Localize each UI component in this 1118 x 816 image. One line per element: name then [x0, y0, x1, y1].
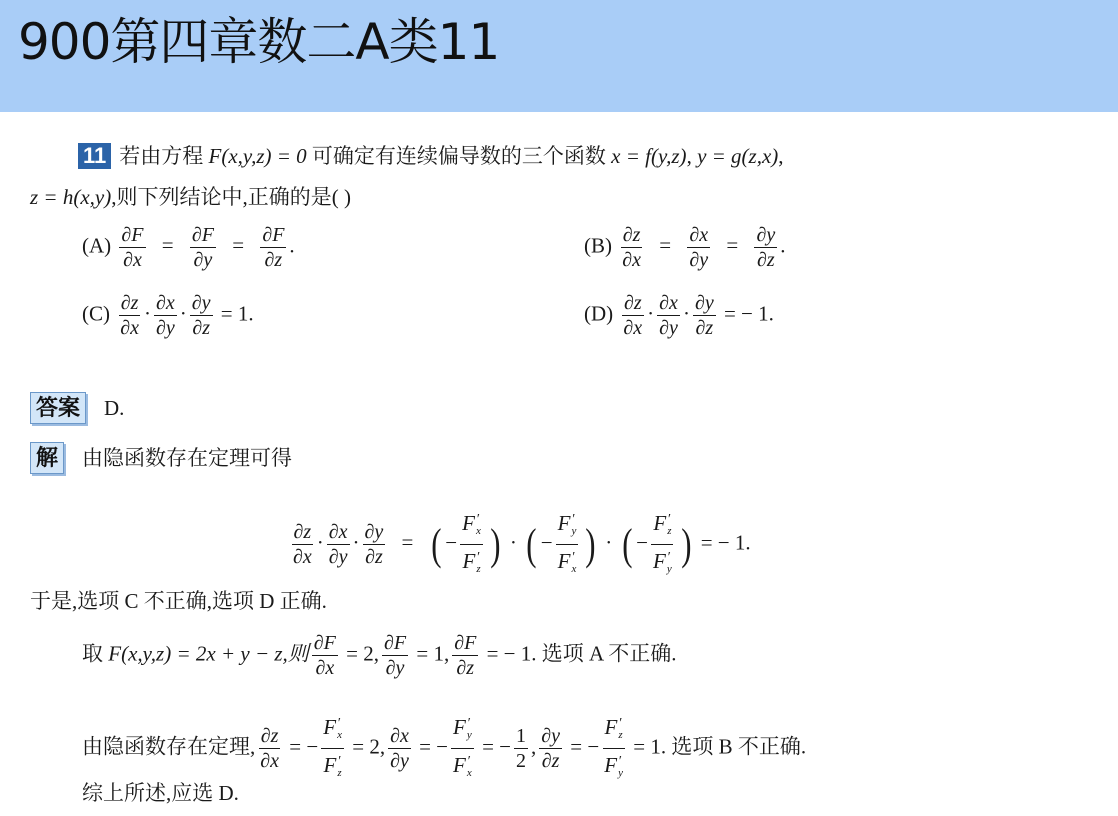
stem-text-1: 若由方程	[119, 144, 204, 168]
take-value-2: = 1,	[416, 641, 450, 666]
take-value-1: = 2,	[346, 641, 379, 666]
option-c-label: (C)	[82, 301, 110, 326]
fraction: $\frac{\partial y}{\partial z}$	[191, 292, 211, 339]
fraction-half: $\frac{1}{2}$	[516, 725, 526, 772]
take-value-3: = − 1. 选项 A 不正确.	[486, 641, 677, 666]
theorem-row: 由隐函数存在定理, $\frac{\partial z}{\partial x}$ = − $\frac{F'x}{F'z}$ = 2, $\frac{\partial x}{\partial y}$ = − $\frac{F'y}{F'x}$ = − $\frac{1}{2}$ , $\frac{\partial y}{\partial z}$ = − $\frac{F'z}{F'y}$ = 1. 选项 B 不正确.	[82, 712, 806, 785]
fraction: $\frac{F'x}{F'z}$	[321, 712, 344, 785]
option-d-label: (D)	[584, 301, 614, 326]
fraction: $\frac{\partial x}{\partial y}$	[328, 521, 348, 568]
fraction: $\frac{\partial F}{\partial x}$	[313, 632, 336, 679]
conclusion-line-1: 于是,选项 C 不正确,选项 D 正确.	[30, 589, 327, 613]
take-prefix: 取	[82, 641, 103, 666]
fraction: $\frac{\partial y}{\partial z}$	[364, 521, 384, 568]
solution-intro: 由隐函数存在定理可得	[82, 446, 293, 470]
problem-line-2	[30, 183, 351, 211]
fraction: $\frac{\partial z}{\partial x}$	[623, 292, 643, 339]
answer-value: D.	[104, 396, 125, 420]
fraction: $\frac{F'y}{F'x}$	[451, 712, 474, 785]
stem-text-3: ,则下列结论中,正确的是( )	[111, 185, 351, 209]
fraction: $\frac{\partial x}{\partial y}$	[156, 292, 175, 339]
fraction: $\frac{F'z}{F'y}$	[651, 508, 674, 581]
fraction: $\frac{\partial F}{\partial y}$	[191, 224, 214, 271]
equation-y: y = g(z,x)	[697, 144, 779, 168]
fraction: $\frac{\partial F}{\partial x}$	[121, 224, 144, 271]
theorem-value-3: = 1. 选项 B 不正确.	[633, 734, 807, 759]
fraction: $\frac{\partial y}{\partial z}$	[541, 725, 561, 772]
final-conclusion: 综上所述,应选 D.	[82, 781, 239, 805]
fraction: $\frac{\partial y}{\partial z}$	[694, 292, 714, 339]
equation-F: F(x,y,z) = 0	[208, 144, 307, 168]
option-c-rhs: = 1.	[220, 301, 254, 326]
option-d-rhs: = − 1.	[723, 301, 774, 326]
solution-intro-row	[30, 442, 292, 474]
option-b-label: (B)	[584, 233, 612, 258]
theorem-value-2: = −	[482, 734, 511, 759]
fraction: $\frac{\partial x}{\partial y}$	[689, 224, 709, 271]
option-a: (A) $\frac{\partial F}{\partial x}$ = $\frac{\partial F}{\partial y}$ = $\frac{\partial F}{\partial z}$ .	[82, 224, 295, 271]
page-title: 900第四章数二A类11	[18, 13, 500, 71]
fraction: $\frac{\partial z}{\partial x}$	[260, 725, 280, 772]
fraction: $\frac{\partial y}{\partial z}$	[756, 224, 776, 271]
theorem-prefix: 由隐函数存在定理,	[82, 734, 256, 759]
fraction: $\frac{\partial x}{\partial y}$	[659, 292, 678, 339]
answer-tag: 答案	[30, 392, 86, 424]
option-b: (B) $\frac{\partial z}{\partial x}$ = $\frac{\partial x}{\partial y}$ = $\frac{\partial y}{\partial z}$ .	[584, 224, 786, 271]
fraction: $\frac{F'y}{F'x}$	[556, 508, 579, 581]
fraction: $\frac{F'x}{F'z}$	[460, 508, 483, 581]
main-equation-rhs: = − 1.	[700, 530, 751, 555]
fraction: $\frac{\partial F}{\partial z}$	[262, 224, 285, 271]
fraction: $\frac{\partial F}{\partial z}$	[454, 632, 477, 679]
stem-text-2: 可确定有连续偏导数的三个函数	[311, 144, 606, 168]
take-example-row	[82, 632, 677, 679]
fraction: $\frac{\partial F}{\partial y}$	[384, 632, 407, 679]
fraction: $\frac{\partial z}{\partial x}$	[120, 292, 140, 339]
take-equation: F(x,y,z) = 2x + y − z,则	[108, 641, 309, 666]
equation-z: z = h(x,y)	[30, 185, 112, 209]
main-equation: $\frac{\partial z}{\partial x}$ · $\frac{\partial x}{\partial y}$ · $\frac{\partial y}{\partial z}$ = ( − $\frac{F'x}{F'z}$ ) · ( − $\frac{F'y}{F'x}$ ) · ( − $\frac{F'z}{F'y}$ ) = − 1.	[288, 508, 751, 581]
solution-tag: 解	[30, 442, 64, 474]
equation-x: x = f(y,z)	[611, 144, 687, 168]
fraction: $\frac{F'z}{F'y}$	[602, 712, 625, 785]
fraction: $\frac{\partial z}{\partial x}$	[293, 521, 312, 568]
option-d: (D) $\frac{\partial z}{\partial x}$ · $\frac{\partial x}{\partial y}$ · $\frac{\partial y}{\partial z}$ = − 1.	[584, 292, 774, 339]
problem-number-badge: 11	[78, 143, 111, 169]
theorem-value-1: = 2,	[352, 734, 386, 759]
option-a-label: (A)	[82, 233, 112, 258]
fraction: $\frac{\partial z}{\partial x}$	[622, 224, 642, 271]
title-banner	[0, 0, 1118, 112]
fraction: $\frac{\partial x}{\partial y}$	[390, 725, 409, 772]
option-c: (C) $\frac{\partial z}{\partial x}$ · $\frac{\partial x}{\partial y}$ · $\frac{\partial y}{\partial z}$ = 1.	[82, 292, 254, 339]
problem-line-1: 11 若由方程 F(x,y,z) = 0 可确定有连续偏导数的三个函数 x = f(y,z), y = g(z,x),	[78, 142, 784, 170]
answer-row	[30, 392, 124, 424]
